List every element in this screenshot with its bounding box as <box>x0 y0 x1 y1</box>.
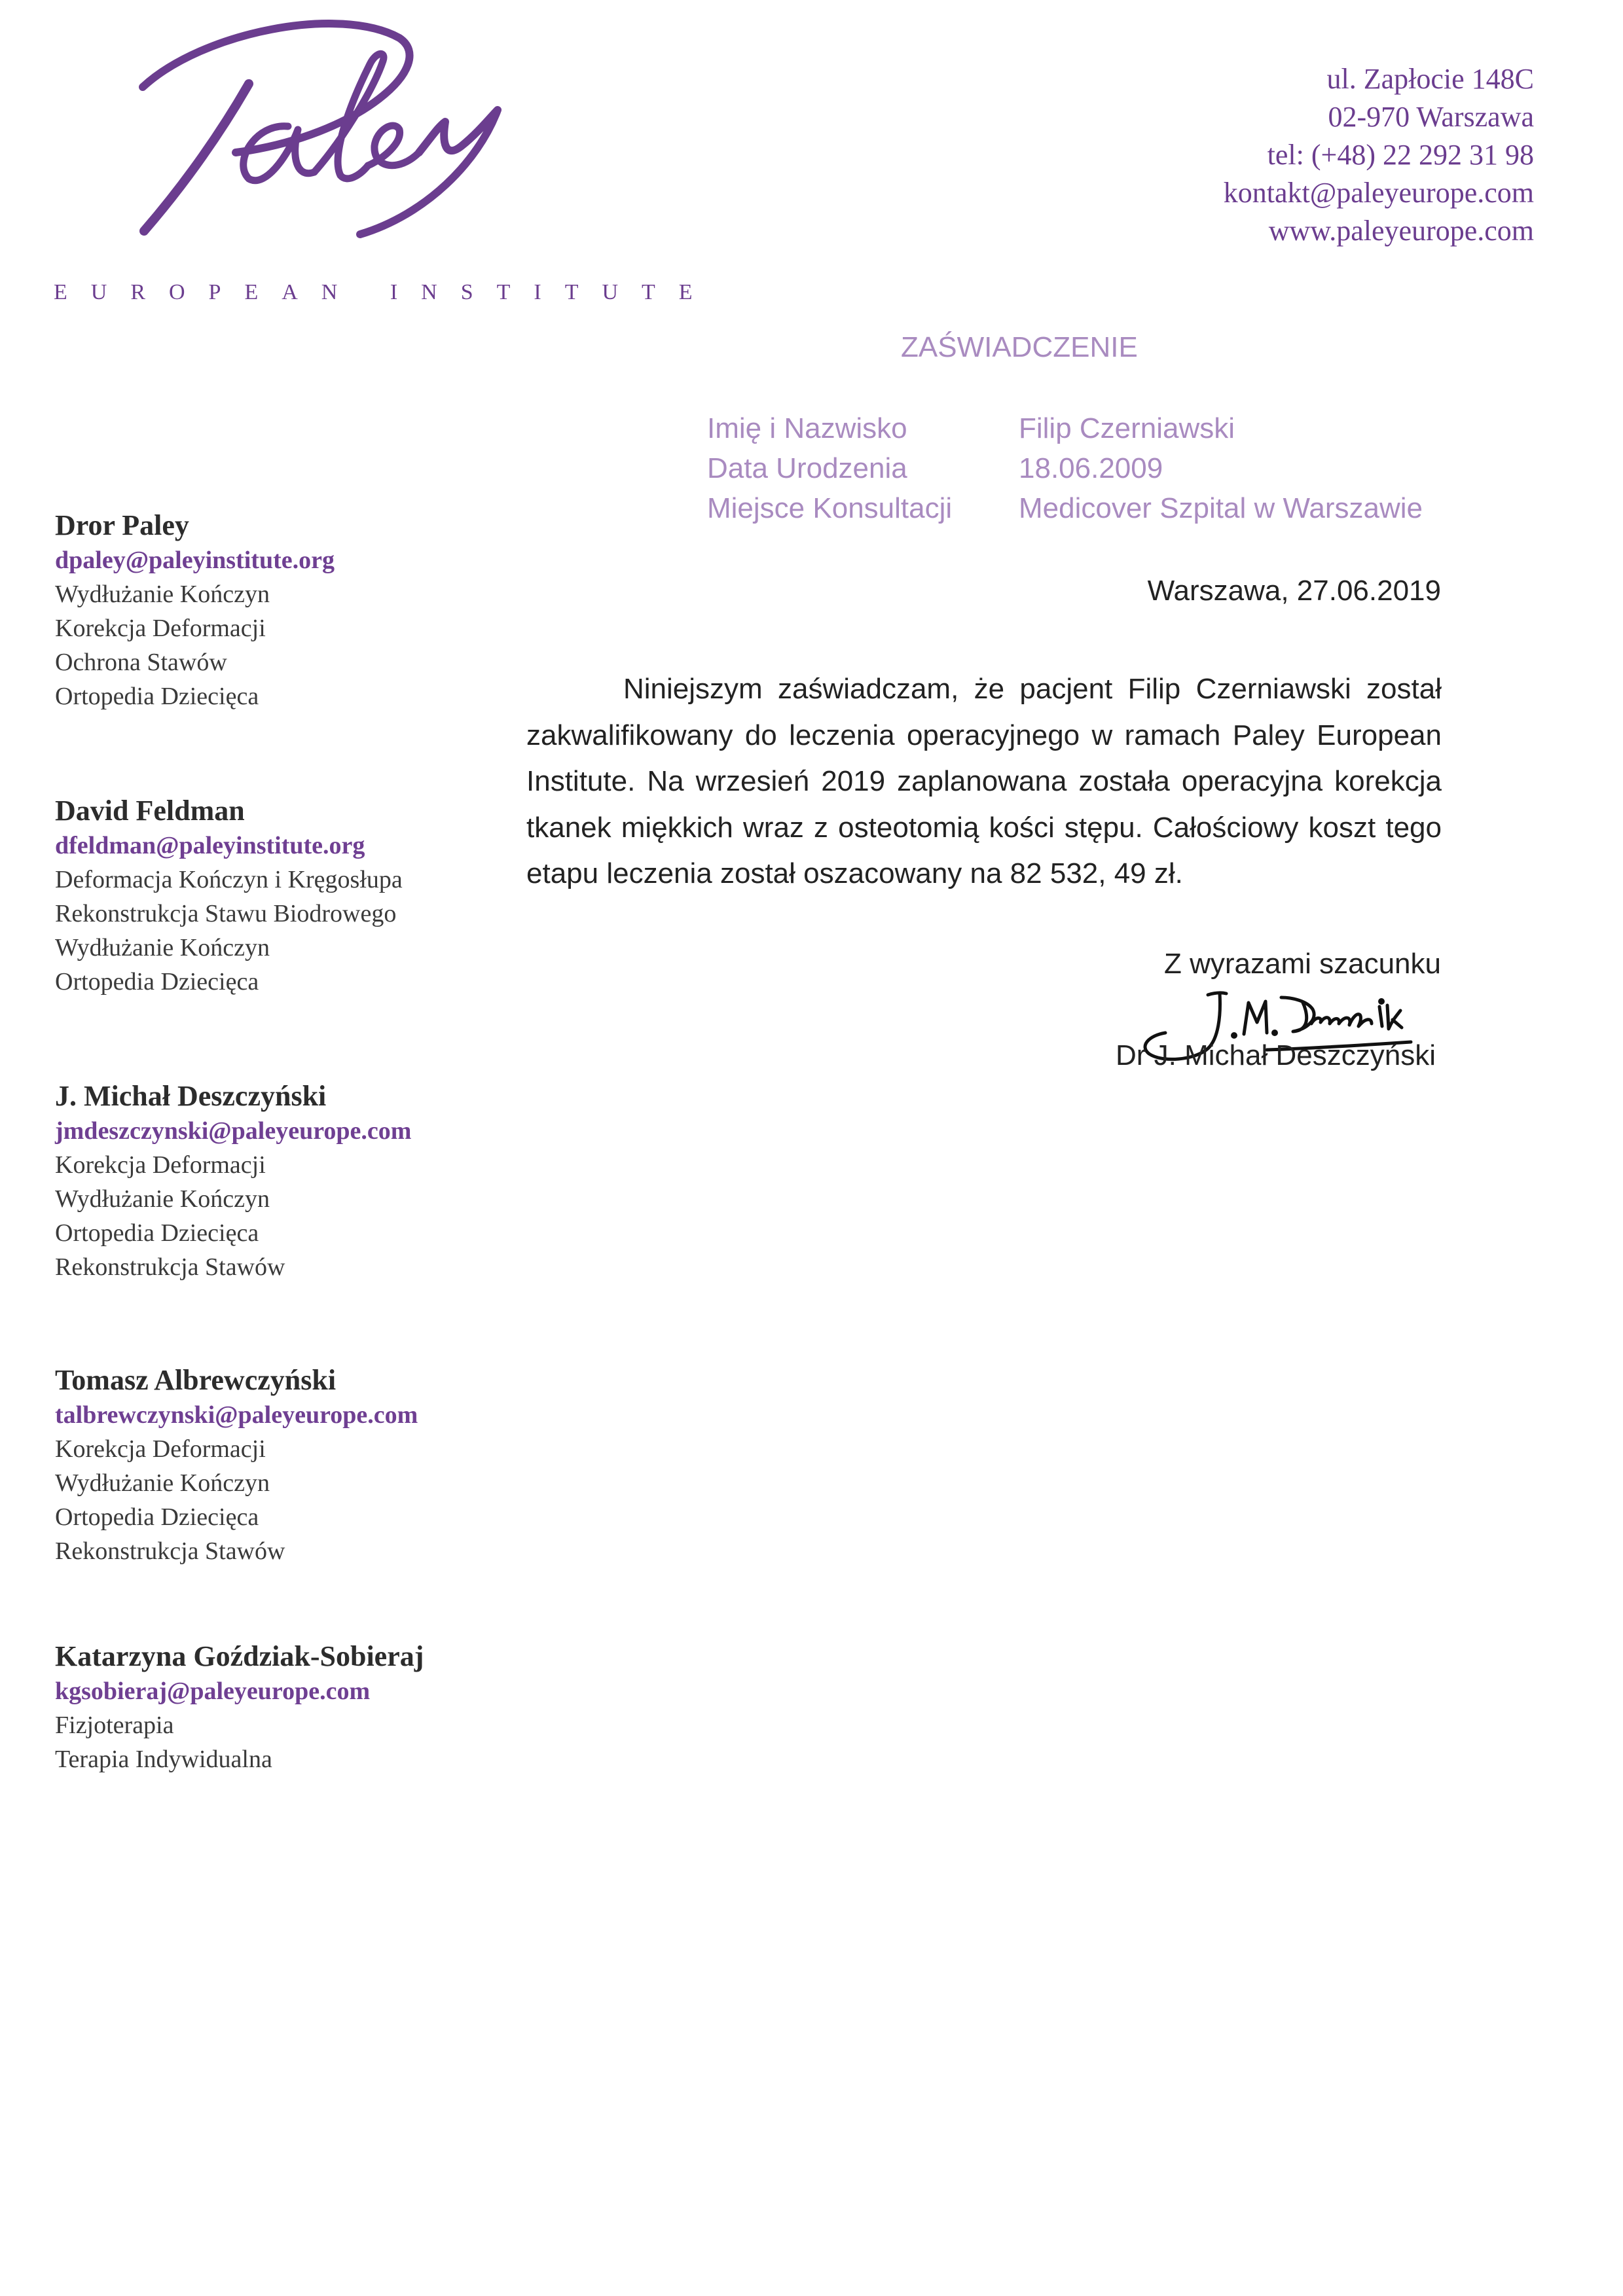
doctor-name: J. Michał Deszczyński <box>55 1080 327 1112</box>
doctor-specialty: Wydłużanie Kończyn <box>55 581 270 608</box>
doctor-name: Tomasz Albrewczyński <box>55 1364 337 1396</box>
doctor-entry <box>55 793 403 999</box>
doctor-specialty: Wydłużanie Kończyn <box>55 1185 270 1213</box>
field-label: Imię i Nazwisko <box>707 412 907 444</box>
doctor-name: David Feldman <box>55 795 245 827</box>
field-label: Data Urodzenia <box>707 452 907 484</box>
field-label: Miejsce Konsultacji <box>707 492 953 524</box>
doctor-specialty: Rekonstrukcja Stawów <box>55 1253 285 1281</box>
place-date: Warszawa, 27.06.2019 <box>1147 575 1441 607</box>
address-street: ul. Zapłocie 148C <box>1326 63 1534 95</box>
doctor-email[interactable]: dpaley@paleyinstitute.org <box>55 547 335 574</box>
signer-name: Dr J. Michał Deszczyński <box>1116 1039 1436 1071</box>
doctor-specialty: Korekcja Deformacji <box>55 1151 266 1179</box>
doctor-email[interactable]: talbrewczynski@paleyeurope.com <box>55 1401 418 1429</box>
doctor-email[interactable]: jmdeszczynski@paleyeurope.com <box>55 1117 412 1145</box>
address-city: 02-970 Warszawa <box>1328 101 1534 133</box>
field-value: Filip Czerniawski <box>1019 412 1235 444</box>
doctor-entry <box>55 1079 411 1284</box>
doctor-entry <box>55 1363 418 1568</box>
doctor-specialty: Ochrona Stawów <box>55 649 227 676</box>
doctor-specialty: Wydłużanie Kończyn <box>55 934 270 961</box>
doctor-specialty: Deformacja Kończyn i Kręgosłupa <box>55 866 403 893</box>
address-phone: tel: (+48) 22 292 31 98 <box>1267 139 1534 171</box>
doctor-email[interactable]: kgsobieraj@paleyeurope.com <box>55 1677 371 1705</box>
doctor-specialty: Fizjoterapia <box>55 1712 174 1739</box>
doctor-specialty: Ortopedia Dziecięca <box>55 683 259 710</box>
doctor-specialty: Korekcja Deformacji <box>55 1435 266 1463</box>
patient-fields <box>707 408 1423 528</box>
certificate-title: ZAŚWIADCZENIE <box>901 331 1138 363</box>
paley-logo <box>124 3 504 254</box>
doctor-entry <box>55 508 335 713</box>
doctor-specialty: Rekonstrukcja Stawu Biodrowego <box>55 900 397 927</box>
institute-tagline: EUROPEAN INSTITUTE <box>54 280 716 304</box>
svg-text:J.M. Deszczyński: J.M. Deszczyński <box>1136 975 1211 986</box>
doctor-specialty: Korekcja Deformacji <box>55 615 266 642</box>
doctor-specialty: Terapia Indywidualna <box>55 1746 272 1773</box>
field-row-name <box>707 408 1423 448</box>
field-value: 18.06.2009 <box>1019 452 1163 484</box>
field-row-location <box>707 488 1423 528</box>
doctor-specialty: Wydłużanie Kończyn <box>55 1469 270 1497</box>
doctor-email[interactable]: dfeldman@paleyinstitute.org <box>55 832 365 859</box>
doctor-specialty: Ortopedia Dziecięca <box>55 968 259 996</box>
field-row-birthdate <box>707 448 1423 488</box>
doctor-specialty: Ortopedia Dziecięca <box>55 1219 259 1247</box>
field-value: Medicover Szpital w Warszawie <box>1019 492 1423 524</box>
address-email[interactable]: kontakt@paleyeurope.com <box>1223 177 1534 209</box>
doctor-name: Dror Paley <box>55 509 189 541</box>
certificate-body: Niniejszym zaświadczam, że pacjent Filip Czerniawski został zakwalifikowany do leczenia operacyjnego w ramach Paley European Institute. Na wrzesień 2019 zaplanowana została operacyjna korekcja tkanek miękkich wraz z osteotomią kości stępu. Całościowy koszt tego etapu leczenia został oszacowany na 82 532, 49 zł. <box>526 673 1442 889</box>
address-block <box>1224 60 1534 250</box>
doctor-specialty: Rekonstrukcja Stawów <box>55 1537 285 1565</box>
doctor-name: Katarzyna Goździak-Sobieraj <box>55 1640 424 1672</box>
doctor-specialty: Ortopedia Dziecięca <box>55 1503 259 1531</box>
doctor-entry <box>55 1639 424 1776</box>
closing-phrase: Z wyrazami szacunku <box>1163 948 1441 980</box>
svg-text:Paley: Paley <box>124 3 148 14</box>
address-website[interactable]: www.paleyeurope.com <box>1268 215 1534 247</box>
